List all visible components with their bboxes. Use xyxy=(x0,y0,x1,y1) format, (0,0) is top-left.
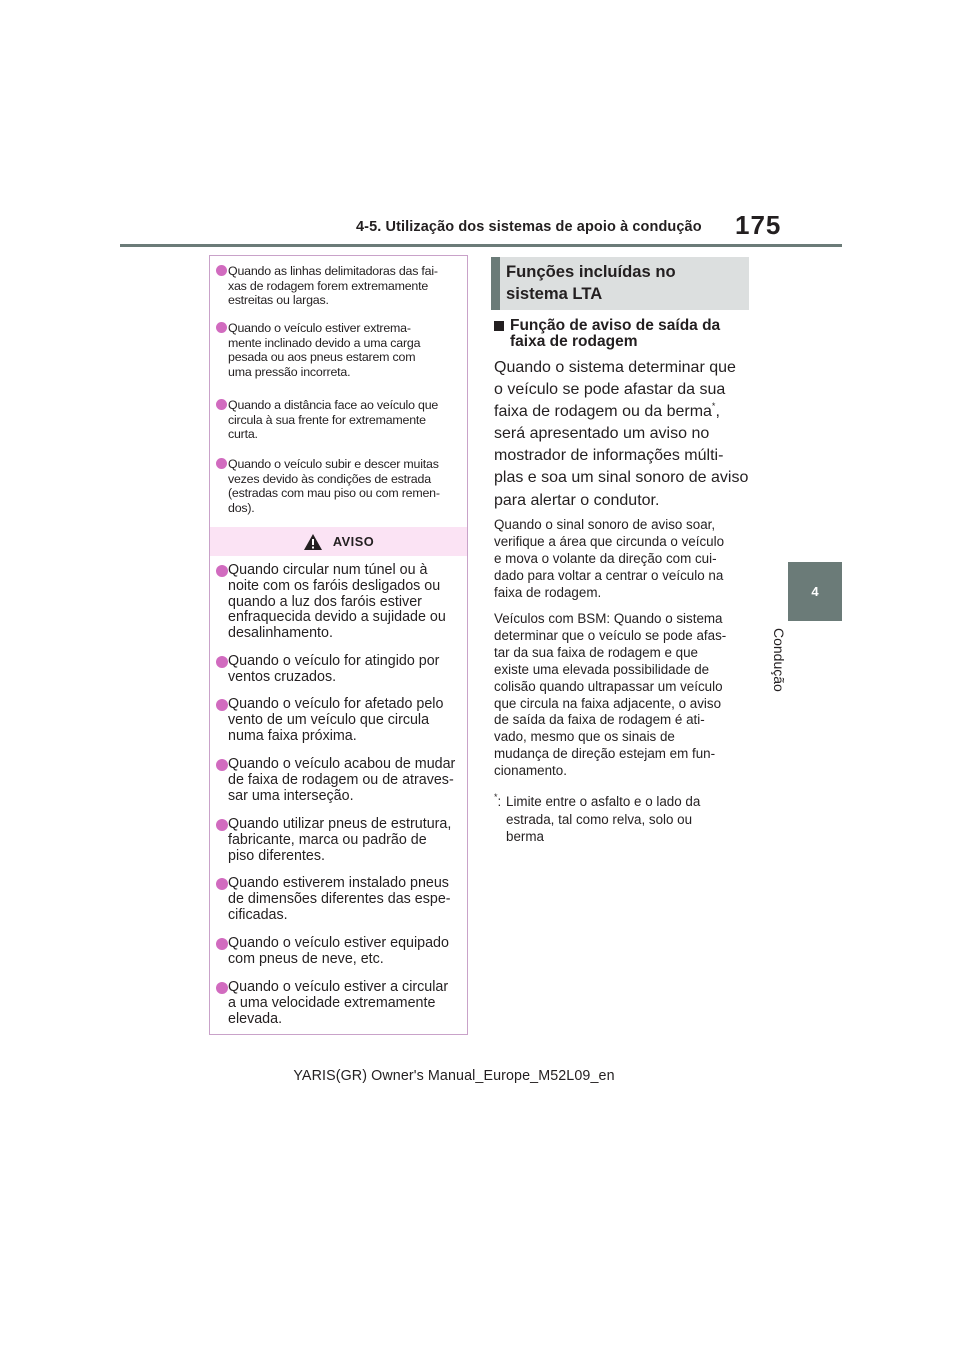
lead-text-2: , será apresentado um aviso no mostrador de informações múlti- plas e soa um sinal sonoro de aviso para alertar o condutor. xyxy=(494,403,749,509)
list-item xyxy=(216,398,464,442)
list-item-text: Quando o veículo estiver extrema- mente inclinado devido a uma carga pesada ou aos pneus estarem com uma pressão incorreta. xyxy=(228,321,421,379)
bullet-dot-icon xyxy=(216,699,228,711)
list-item xyxy=(216,697,464,744)
subheading-text: Função de aviso de saída da faixa de rodagem xyxy=(510,317,721,350)
list-item xyxy=(216,457,464,515)
list-item xyxy=(216,321,464,379)
footnote-mark: * xyxy=(494,791,498,802)
list-item-text: Quando o veículo estiver equipado com pneus de neve, etc. xyxy=(228,935,449,967)
list-item-text: Quando a distância face ao veículo que circula à sua frente for extremamente curta. xyxy=(228,398,439,442)
footnote-mark-wrap xyxy=(494,793,501,811)
chapter-label: Condução xyxy=(771,628,787,692)
footer xyxy=(0,1068,960,1084)
paragraph: Quando o sinal sonoro de aviso soar, verifique a área que circunda o veículo e mova o volante da direção com cui- dado para voltar a centrar o veículo na faixa de rodagem. xyxy=(494,517,725,600)
list-item xyxy=(216,264,464,308)
chapter-tab xyxy=(788,562,842,621)
list-item-text: Quando o veículo subir e descer muitas vezes devido às condições de estrada (estradas com mau piso ou com remen- dos). xyxy=(228,457,440,515)
bullet-dot-icon xyxy=(216,759,228,771)
chapter-number: 4 xyxy=(811,584,819,599)
list-item xyxy=(216,876,464,923)
lta-box-title: Funções incluídas no sistema LTA xyxy=(506,262,676,303)
bullet-dot-icon xyxy=(216,878,228,890)
list-item-text: Quando circular num túnel ou à noite com os faróis desligados ou quando a luz dos faróis estiver enfraquecida devido a sujidade ou desalinhamento. xyxy=(228,562,446,642)
bullet-dot-icon xyxy=(216,938,228,950)
bullet-dot-icon xyxy=(216,458,227,469)
footnote-text: Limite entre o asfalto e o lado da estrada, tal como relva, solo ou berma xyxy=(506,794,701,844)
warning-label: AVISO xyxy=(332,534,375,549)
list-item-text: Quando o veículo for atingido por ventos cruzados. xyxy=(228,653,440,685)
bullet-dot-icon xyxy=(216,399,227,410)
bullet-dot-icon xyxy=(216,819,228,831)
paragraph: Veículos com BSM: Quando o sistema determinar que o veículo se pode afas- tar da sua faixa de rodagem e que existe uma elevada possibilidade de colisão quando ultrapassar um veículo que circula na faixa adjacente, o aviso de saída da faixa de rodagem é ati- vado, mesmo que os sinais de mudança de direção estejam em fun- cionamento. xyxy=(494,611,727,779)
square-marker-icon xyxy=(494,321,504,331)
list-item xyxy=(216,980,464,1027)
page-number: 175 xyxy=(735,210,782,240)
bullet-dot-icon xyxy=(216,982,228,994)
list-item xyxy=(216,936,464,968)
list-item-text: Quando o veículo for afetado pelo vento de um veículo que circula numa faixa próxima. xyxy=(228,696,444,744)
list-item xyxy=(216,654,464,686)
list-item xyxy=(216,563,464,642)
bullet-dot-icon xyxy=(216,265,227,276)
lta-box-accent xyxy=(491,257,500,310)
bullet-dot-icon xyxy=(216,656,228,668)
section-title: 4-5. Utilização dos sistemas de apoio à condução xyxy=(356,219,702,235)
list-item xyxy=(216,817,464,864)
footer-text: YARIS(GR) Owner's Manual_Europe_M52L09_en xyxy=(293,1068,615,1084)
bullet-dot-icon xyxy=(216,322,227,333)
subheading xyxy=(494,318,750,350)
lead-text-1: Quando o sistema determinar que o veículo se pode afastar da sua faixa de rodagem ou da berma xyxy=(494,359,736,421)
warning-triangle-icon xyxy=(303,533,323,551)
list-item-text: Quando estiverem instalado pneus de dimensões diferentes das espe- cificadas. xyxy=(228,875,451,923)
list-item xyxy=(216,757,464,804)
warning-header-content xyxy=(210,527,467,556)
chapter-label-wrap xyxy=(771,628,810,708)
footnote xyxy=(494,793,734,846)
list-item-text: Quando o veículo acabou de mudar de faixa de rodagem ou de atraves- sar uma interseção. xyxy=(228,756,456,804)
list-item-text: Quando as linhas delimitadoras das fai- xas de rodagem forem extremamente estreitas ou largas. xyxy=(228,264,438,308)
header-divider xyxy=(120,244,842,247)
lead-footnote-mark: * xyxy=(711,400,716,411)
lead-paragraph xyxy=(494,357,754,512)
footnote-colon: : xyxy=(497,794,502,809)
bullet-dot-icon xyxy=(216,565,228,577)
list-item-text: Quando o veículo estiver a circular a uma velocidade extremamente elevada. xyxy=(228,979,449,1027)
list-item-text: Quando utilizar pneus de estrutura, fabricante, marca ou padrão de piso diferentes. xyxy=(228,816,452,864)
